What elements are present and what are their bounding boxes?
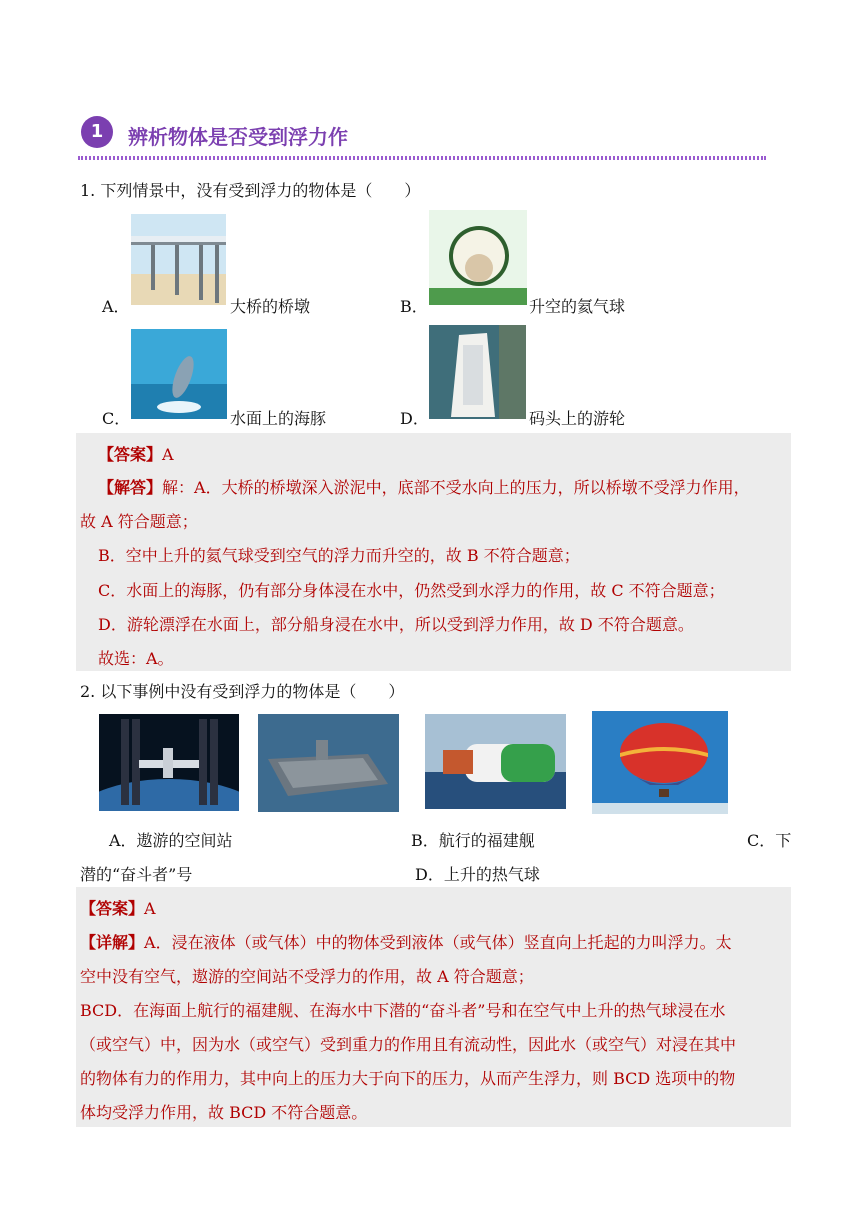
q2-option-a: A．遨游的空间站 [109,831,233,850]
q1-option-d-letter: D． [400,409,429,428]
section-title: 辨析物体是否受到浮力作 [128,125,348,149]
q1-option-c-text: 水面上的海豚 [230,409,327,428]
q1-answer-line [98,442,174,465]
q2-analysis-line-3: BCD．在海面上航行的福建舰、在海水中下潜的“奋斗者”号和在空气中上升的热气球浸在水 [80,1001,726,1020]
q1-option-a-text: 大桥的桥墩 [230,297,311,316]
q2-analysis-line-1 [80,930,732,953]
q1-option-b-letter: B． [400,297,428,316]
submersible-image [425,714,566,809]
bridge-pier-image [131,214,226,305]
q2-analysis-line-2: 空中没有空气，遨游的空间站不受浮力的作用，故 A 符合题意； [80,967,534,986]
q1-analysis-line-5: D．游轮漂浮在水面上，部分船身浸在水中，所以受到浮力作用，故 D 不符合题意。 [98,615,694,634]
q1-stem: 1. 下列情景中，没有受到浮力的物体是（ ） [80,181,421,200]
q2-option-b: B．航行的福建舰 [411,831,535,850]
section-number-badge: 1 [81,116,113,148]
cruise-ship-image [429,325,526,419]
q2-option-c-rest: 潜的“奋斗者”号 [80,865,193,884]
q1-analysis-line-1 [98,475,750,498]
q1-analysis-tag: 【解答】 [98,478,163,497]
q2-analysis-tag: 【详解】 [80,933,145,952]
q1-analysis-line-2: 故 A 符合题意； [80,512,198,531]
q2-option-c-start: C．下 [747,831,792,850]
q1-analysis-line-6: 故选：A。 [98,649,174,668]
helium-balloon-image [429,210,527,305]
q1-answer-value: A [162,445,174,464]
q1-analysis-line-3: B．空中上升的氦气球受到空气的浮力而升空的，故 B 不符合题意； [98,546,580,565]
q1-option-d-text: 码头上的游轮 [529,409,626,428]
q2-option-d: D．上升的热气球 [415,865,540,884]
q2-answer-value: A [144,899,156,918]
dolphin-image [131,329,227,419]
q1-analysis-text-1: 解：A．大桥的桥墩深入淤泥中，底部不受水向上的压力，所以桥墩不受浮力作用， [162,478,750,497]
q1-option-b-text: 升空的氦气球 [529,297,626,316]
space-station-image [99,714,239,811]
aircraft-carrier-image [258,714,399,812]
q2-stem: 2. 以下事例中没有受到浮力的物体是（ ） [80,682,405,701]
q1-option-c-letter: C． [102,409,131,428]
q2-analysis-line-6: 体均受浮力作用，故 BCD 不符合题意。 [80,1103,368,1122]
hot-air-balloon-image [592,711,728,814]
q1-option-a-letter: A． [102,297,130,316]
q1-analysis-line-4: C．水面上的海豚，仍有部分身体浸在水中，仍然受到水浮力的作用，故 C 不符合题意； [98,581,725,600]
q2-answer-tag: 【答案】 [80,899,145,918]
section-divider [78,156,766,160]
q2-answer-line [80,896,156,919]
q2-analysis-line-4: （或空气）中，因为水（或空气）受到重力的作用且有流动性，因此水（或空气）对浸在其中 [80,1035,737,1054]
q2-analysis-text-1: A．浸在液体（或气体）中的物体受到液体（或气体）竖直向上托起的力叫浮力。太 [144,933,732,952]
q1-answer-tag: 【答案】 [98,445,163,464]
q2-analysis-line-5: 的物体有力的作用力，其中向上的压力大于向下的压力，从而产生浮力，则 BCD 选项中的物 [80,1069,736,1088]
